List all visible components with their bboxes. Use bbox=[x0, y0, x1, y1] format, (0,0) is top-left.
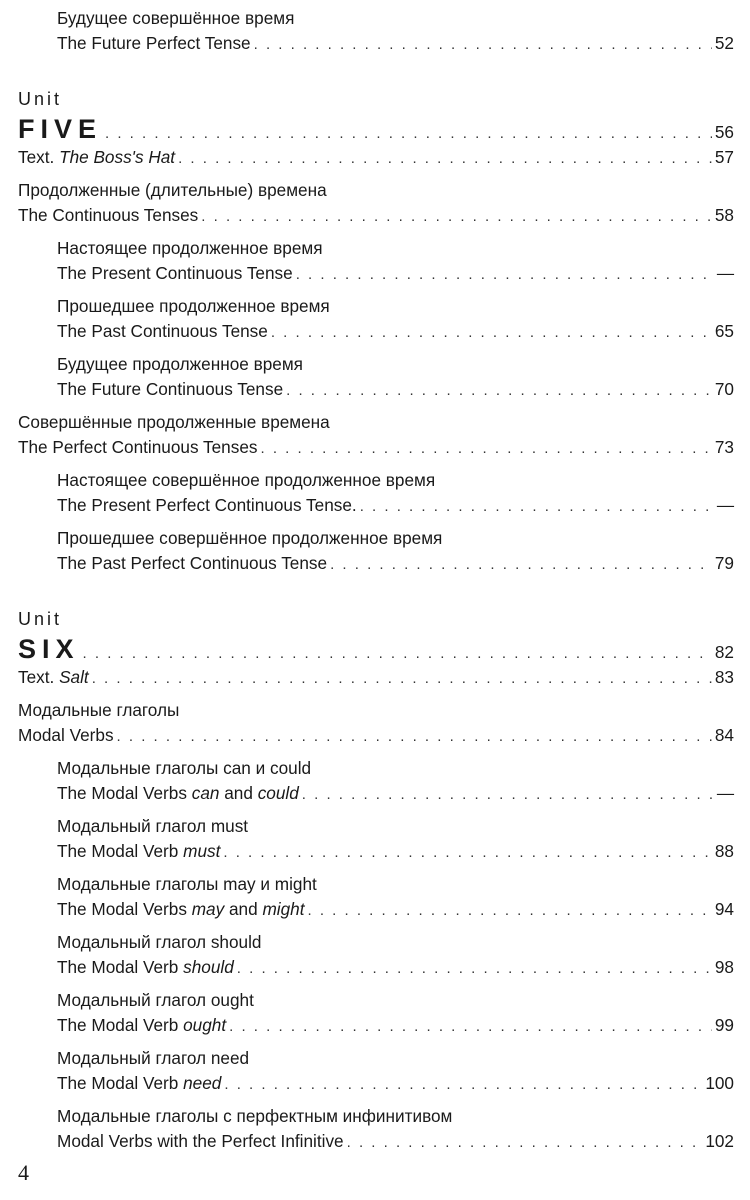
toc-entry-ru: Модальные глаголы may и might bbox=[57, 874, 317, 894]
toc-entry-ru: Продолженные (длительные) времена bbox=[18, 180, 327, 200]
toc-page-number: 65 bbox=[714, 321, 734, 341]
dot-leader bbox=[307, 898, 711, 923]
toc-entry-en bbox=[57, 377, 283, 402]
toc-entry-en-text: Text. bbox=[18, 147, 55, 167]
dot-leader bbox=[360, 494, 714, 519]
toc-entry[interactable] bbox=[18, 178, 734, 229]
toc-page-number: 73 bbox=[714, 437, 734, 457]
dot-leader bbox=[83, 645, 712, 662]
toc-entry-ru: Модальный глагол must bbox=[57, 816, 249, 836]
toc-entry[interactable] bbox=[57, 988, 734, 1039]
toc-entry-en-text: The Modal Verbs bbox=[57, 783, 187, 803]
toc-entry[interactable] bbox=[57, 930, 734, 981]
dot-leader bbox=[296, 262, 714, 287]
toc-entry-en-italic: can bbox=[191, 783, 220, 803]
toc-entry-en-text: The Continuous Tenses bbox=[18, 205, 199, 225]
unit-heading[interactable] bbox=[18, 633, 734, 665]
toc-entry-en-italic: should bbox=[183, 957, 234, 977]
toc-page-number: 58 bbox=[714, 205, 734, 225]
toc-entry[interactable] bbox=[57, 1046, 734, 1097]
toc-entry[interactable] bbox=[57, 236, 734, 287]
toc-entry[interactable] bbox=[57, 814, 734, 865]
toc-page-number: 88 bbox=[714, 841, 734, 861]
toc-page-number: 83 bbox=[714, 667, 734, 687]
dot-leader bbox=[201, 204, 712, 229]
toc-page-number: 70 bbox=[714, 379, 734, 399]
toc-entry-en bbox=[57, 261, 293, 286]
toc-entry-en-text: The Present Continuous Tense bbox=[57, 263, 293, 283]
toc-entry-ru: Прошедшее совершённое продолженное время bbox=[57, 528, 443, 548]
toc-entry-ru: Модальный глагол should bbox=[57, 932, 262, 952]
toc-entry[interactable] bbox=[57, 526, 734, 577]
toc-page-number: — bbox=[716, 783, 734, 803]
toc-entry-en bbox=[57, 551, 327, 576]
toc-entry-en-italic: ought bbox=[183, 1015, 227, 1035]
toc-entry-en bbox=[18, 203, 198, 228]
toc-entry-ru: Настоящее продолженное время bbox=[57, 238, 323, 258]
page-number: 4 bbox=[18, 1160, 29, 1185]
toc-entry[interactable] bbox=[57, 756, 734, 807]
unit-section bbox=[18, 87, 734, 577]
toc-entry-en-text: The Perfect Continuous Tenses bbox=[18, 437, 258, 457]
toc-entry[interactable] bbox=[18, 410, 734, 461]
dot-leader bbox=[237, 956, 712, 981]
toc-entry-en-italic: could bbox=[257, 783, 299, 803]
toc-entry[interactable] bbox=[18, 698, 734, 749]
toc-entry[interactable] bbox=[57, 468, 734, 519]
dot-leader bbox=[223, 840, 712, 865]
toc-entry-en bbox=[18, 665, 89, 690]
toc-page-number: 94 bbox=[714, 899, 734, 919]
unit-label: Unit bbox=[18, 89, 63, 109]
toc-entry-en-mid: and bbox=[228, 899, 258, 919]
unit-label: Unit bbox=[18, 609, 63, 629]
toc-entry-ru: Будущее совершённое время bbox=[57, 8, 295, 28]
toc-page-number: 79 bbox=[714, 553, 734, 573]
unit-section bbox=[18, 607, 734, 1155]
dot-leader bbox=[105, 125, 712, 142]
toc-entry-en-italic: might bbox=[262, 899, 305, 919]
dot-leader bbox=[117, 724, 712, 749]
toc-entry-en bbox=[18, 723, 114, 748]
toc-entry[interactable] bbox=[57, 872, 734, 923]
toc-page-number: 52 bbox=[714, 33, 734, 53]
dot-leader bbox=[229, 1014, 712, 1039]
toc-page-number: 102 bbox=[705, 1131, 734, 1151]
dot-leader bbox=[224, 1072, 702, 1097]
toc-entry-ru: Совершённые продолженные времена bbox=[18, 412, 330, 432]
dot-leader bbox=[330, 552, 712, 577]
toc-entry-en-text: Modal Verbs bbox=[18, 725, 114, 745]
toc-entry-top[interactable] bbox=[57, 6, 734, 57]
toc-entry-en-text: The Present Perfect Continuous Tense. bbox=[57, 495, 357, 515]
toc-entry-ru: Модальный глагол need bbox=[57, 1048, 250, 1068]
toc-entry-en-text: The Past Perfect Continuous Tense bbox=[57, 553, 328, 573]
toc-page-number: 98 bbox=[714, 957, 734, 977]
toc-entry-en bbox=[57, 493, 357, 518]
toc-entry-ru: Прошедшее продолженное время bbox=[57, 296, 330, 316]
toc-entry-en-text: The Modal Verb bbox=[57, 1015, 179, 1035]
toc-entry-en-italic: Salt bbox=[59, 667, 89, 687]
toc-entry-en-text: The Past Continuous Tense bbox=[57, 321, 268, 341]
toc-page-number: 100 bbox=[705, 1073, 734, 1093]
toc-entry[interactable] bbox=[18, 145, 734, 171]
toc-entry-ru: Модальные глаголы с перфектным инфинитивом bbox=[57, 1106, 453, 1126]
dot-leader bbox=[347, 1130, 703, 1155]
toc-entry-en bbox=[18, 145, 175, 170]
toc-entry[interactable] bbox=[57, 352, 734, 403]
dot-leader bbox=[261, 436, 712, 461]
toc-entry[interactable] bbox=[57, 294, 734, 345]
toc-entry-en-text: The Future Continuous Tense bbox=[57, 379, 284, 399]
toc-entry-en bbox=[57, 319, 268, 344]
dot-leader bbox=[271, 320, 712, 345]
toc-entry-en bbox=[18, 435, 258, 460]
dot-leader bbox=[92, 666, 712, 691]
toc-entry-en bbox=[57, 1071, 221, 1096]
toc-entry-ru: Настоящее совершённое продолженное время bbox=[57, 470, 436, 490]
toc-entry-en-text: The Modal Verb bbox=[57, 841, 179, 861]
toc-entry-en bbox=[57, 897, 304, 922]
toc-entry-en-text: The Modal Verbs bbox=[57, 899, 187, 919]
toc-page-number: 56 bbox=[714, 122, 734, 142]
dot-leader bbox=[254, 32, 712, 57]
toc-entry-en bbox=[57, 1013, 226, 1038]
toc-page-number: — bbox=[716, 263, 734, 283]
toc-page-number: 82 bbox=[714, 642, 734, 662]
toc-entry-ru: Модальные глаголы can и could bbox=[57, 758, 312, 778]
toc-page-number: 99 bbox=[714, 1015, 734, 1035]
unit-title: FIVE bbox=[18, 114, 103, 144]
table-of-contents bbox=[18, 6, 734, 1162]
toc-entry-en bbox=[57, 839, 220, 864]
toc-entry-ru: Модальный глагол ought bbox=[57, 990, 254, 1010]
toc-entry-en-text: The Modal Verb bbox=[57, 957, 179, 977]
toc-entry-en bbox=[57, 781, 299, 806]
dot-leader bbox=[286, 378, 712, 403]
toc-entry-en bbox=[57, 1129, 344, 1154]
toc-entry-en-mid: and bbox=[224, 783, 253, 803]
toc-entry-en-text: The Modal Verb bbox=[57, 1073, 179, 1093]
toc-entry-en-italic: need bbox=[183, 1073, 222, 1093]
toc-entry-en-italic: The Boss's Hat bbox=[59, 147, 176, 167]
toc-entry-en-text: Text. bbox=[18, 667, 55, 687]
dot-leader bbox=[302, 782, 714, 807]
toc-entry[interactable] bbox=[18, 665, 734, 691]
toc-entry-ru: Модальные глаголы bbox=[18, 700, 180, 720]
toc-entry-en-text: Modal Verbs with the Perfect Infinitive bbox=[57, 1131, 344, 1151]
toc-page-number: 57 bbox=[714, 147, 734, 167]
unit-title: SIX bbox=[18, 634, 80, 664]
toc-entry-en-italic: may bbox=[191, 899, 225, 919]
toc-page-number: — bbox=[716, 495, 734, 515]
toc-entry-en bbox=[57, 955, 234, 980]
unit-heading[interactable] bbox=[18, 113, 734, 145]
toc-entry[interactable] bbox=[57, 1104, 734, 1155]
toc-entry-en: The Future Perfect Tense bbox=[57, 33, 251, 53]
toc-entry-en-italic: must bbox=[183, 841, 221, 861]
dot-leader bbox=[178, 146, 712, 171]
toc-page-number: 84 bbox=[714, 725, 734, 745]
toc-entry-ru: Будущее продолженное время bbox=[57, 354, 303, 374]
